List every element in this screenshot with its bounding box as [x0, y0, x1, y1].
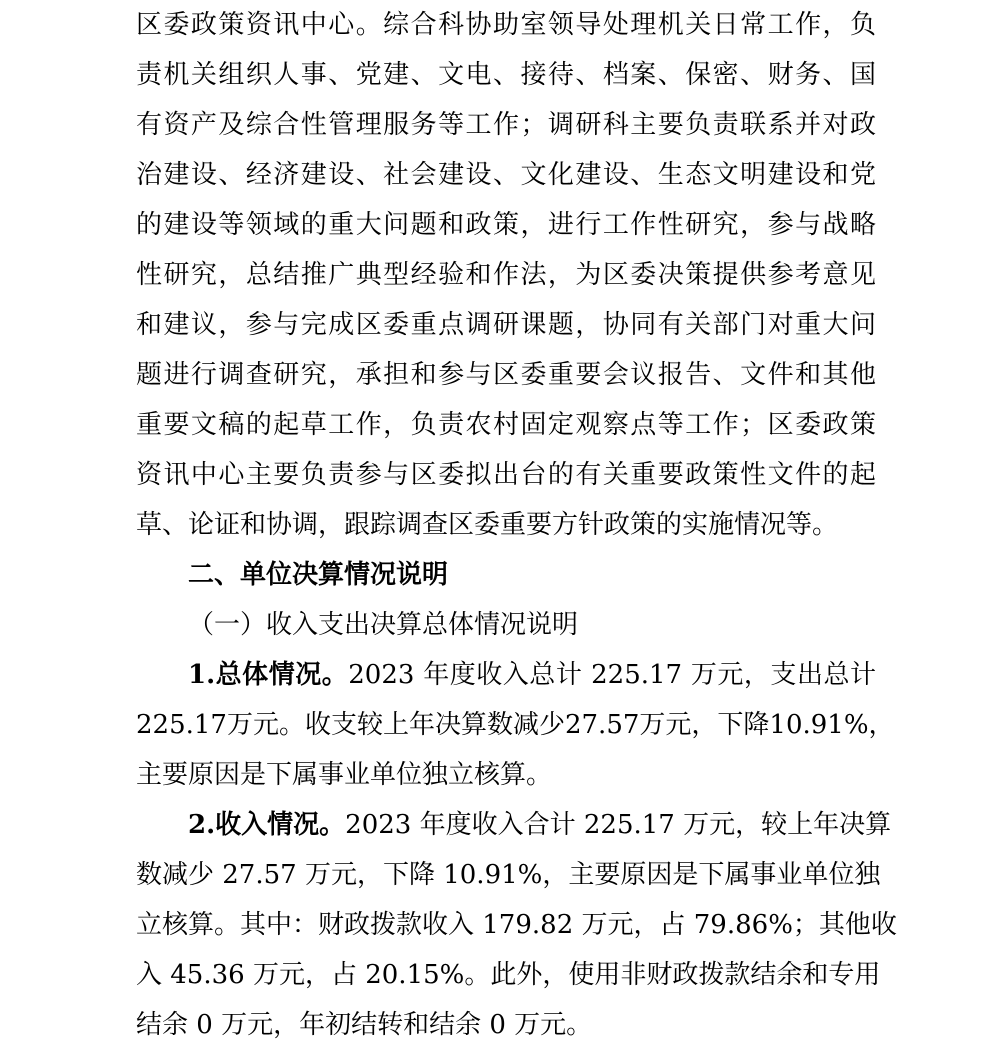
body-text-line: 治建设、经济建设、社会建设、文化建设、生态文明建设和党 — [136, 160, 876, 190]
paragraph-text: 2023 年度收入总计 225.17 万元，支出总计 — [348, 660, 876, 690]
body-text-line: 有资产及综合性管理服务等工作；调研科主要负责联系并对政 — [136, 110, 876, 140]
body-text-line: 立核算。其中：财政拨款收入 179.82 万元，占 79.86%；其他收 — [136, 910, 897, 940]
paragraph-income-line — [136, 800, 892, 850]
body-text-line: 区委政策资讯中心。综合科协助室领导处理机关日常工作，负 — [136, 10, 876, 40]
body-text-line: 数减少 27.57 万元，下降 10.91%，主要原因是下属事业单位独 — [136, 860, 881, 890]
body-text-line: 和建议，参与完成区委重点调研课题，协同有关部门对重大问 — [136, 310, 876, 340]
body-text-line: 225.17万元。收支较上年决算数减少27.57万元，下降10.91%， — [136, 710, 895, 740]
subsection-heading: （一）收入支出决算总体情况说明 — [188, 610, 579, 640]
body-text-line: 结余 0 万元，年初结转和结余 0 万元。 — [136, 1010, 593, 1040]
paragraph-overall-line — [136, 650, 876, 700]
body-text-line: 资讯中心主要负责参与区委拟出台的有关重要政策性文件的起 — [136, 460, 876, 490]
paragraph-lead-income: 2.收入情况。 — [188, 810, 346, 840]
body-text-line: 责机关组织人事、党建、文电、接待、档案、保密、财务、国 — [136, 60, 876, 90]
body-text-line: 入 45.36 万元，占 20.15%。此外，使用非财政拨款结余和专用 — [136, 960, 881, 990]
body-text-line: 题进行调查研究，承担和参与区委重要会议报告、文件和其他 — [136, 360, 876, 390]
body-text-line: 的建设等领域的重大问题和政策，进行工作性研究，参与战略 — [136, 210, 876, 240]
paragraph-lead-overall: 1.总体情况。 — [188, 660, 349, 690]
body-text-line: 性研究，总结推广典型经验和作法，为区委决策提供参考意见 — [136, 260, 876, 290]
document-body — [136, 0, 897, 1050]
paragraph-text: 2023 年度收入合计 225.17 万元，较上年决算 — [345, 810, 892, 840]
body-text-line: 重要文稿的起草工作，负责农村固定观察点等工作；区委政策 — [136, 410, 876, 440]
body-text-line: 主要原因是下属事业单位独立核算。 — [136, 760, 553, 790]
section-heading: 二、单位决算情况说明 — [188, 560, 449, 590]
body-text-line: 草、论证和协调，跟踪调查区委重要方针政策的实施情况等。 — [136, 510, 839, 540]
